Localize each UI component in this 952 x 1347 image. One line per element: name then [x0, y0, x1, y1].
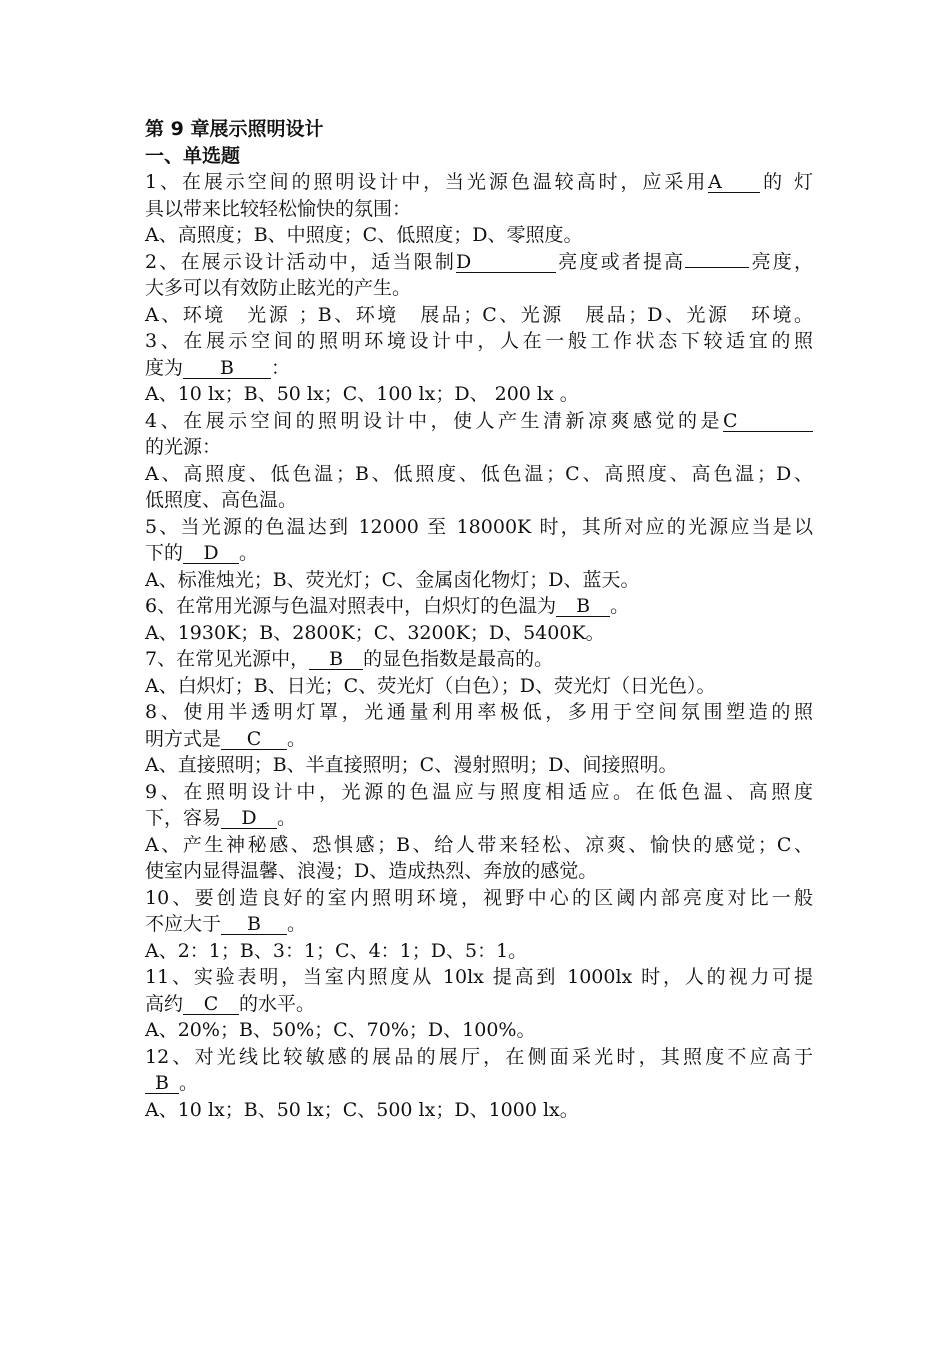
question-list — [145, 169, 813, 1123]
question-text — [145, 514, 813, 541]
question-text-segment: 4、在展示空间的照明设计中，使人产生清新凉爽感觉的是 — [145, 409, 723, 432]
question-text — [145, 408, 813, 435]
answer-blank: C — [723, 412, 813, 432]
question-text-segment: 3、在展示空间的照明环境设计中，人在一般工作状态下较适宜的照 — [145, 330, 813, 352]
question-text — [145, 646, 813, 673]
chapter-title: 第 9 章展示照明设计 — [145, 118, 324, 140]
answer-blank: B — [145, 1074, 179, 1094]
question-text-segment: 。 — [610, 595, 630, 617]
question-text — [145, 726, 813, 753]
question-text — [145, 1070, 813, 1097]
section-title: 一、单选题 — [145, 144, 241, 167]
answer-blank: C — [183, 995, 239, 1015]
question-item — [145, 885, 813, 965]
answer-options: A、产生神秘感、恐惧感；B、给人带来轻松、凉爽、愉快的感觉；C、 — [145, 833, 813, 856]
question-text-segment: 下的 — [145, 542, 184, 564]
question-item — [145, 328, 813, 408]
answer-options: 使室内显得温馨、浪漫；D、造成热烈、奔放的感觉。 — [145, 860, 598, 882]
question-text — [145, 991, 813, 1018]
question-item — [145, 249, 813, 329]
question-text-segment: 8、使用半透明灯罩，光通量利用率极低，多用于空间氛围塑造的照 — [145, 701, 813, 723]
question-item — [145, 408, 813, 514]
answer-blank: D — [456, 253, 556, 273]
question-text-segment: 度为 — [145, 356, 184, 379]
answer-options: A、白炽灯；B、日光；C、荧光灯（白色）；D、荧光灯（日光色）。 — [145, 674, 716, 697]
question-text-segment: 。 — [179, 1072, 199, 1094]
question-text — [145, 911, 813, 938]
question-text-segment: 不应大于 — [145, 913, 222, 935]
answer-options: A、直接照明；B、半直接照明；C、漫射照明；D、间接照明。 — [145, 754, 678, 776]
answer-blank: B — [221, 915, 287, 935]
question-text-segment: 12、对光线比较敏感的展品的展厅，在侧面采光时，其照度不应高于 — [145, 1045, 813, 1068]
question-text-segment: 明方式是 — [145, 727, 222, 750]
question-text-segment: 的光源： — [145, 436, 222, 458]
answer-blank: D — [183, 544, 239, 564]
question-text — [145, 275, 813, 302]
document-page — [145, 116, 813, 1123]
question-text-segment: 2、在展示设计活动中，适当限制 — [145, 250, 457, 273]
question-item — [145, 593, 813, 646]
question-text-segment: 5、当光源的色温达到 12000 至 18000K 时，其所对应的光源应当是以 — [145, 515, 813, 538]
question-text — [145, 196, 813, 223]
answer-options: A、2：1；B、3：1；C、4：1；D、5：1。 — [145, 939, 528, 962]
question-text-segment: ： — [271, 356, 291, 379]
question-item — [145, 699, 813, 779]
question-text-segment: 的水平。 — [239, 992, 316, 1015]
question-text — [145, 805, 813, 832]
question-text-segment: 具以带来比较轻松愉快的氛围： — [145, 197, 412, 220]
question-text-segment: 大多可以有效防止眩光的产生。 — [145, 277, 412, 299]
answer-blank: B — [556, 597, 610, 617]
question-text — [145, 328, 813, 355]
question-text — [145, 1044, 813, 1071]
question-text-segment: 1、在展示空间的照明设计中，当光源色温较高时，应采用 — [145, 171, 709, 193]
question-text-segment: 亮度或者提高 — [556, 250, 686, 273]
question-text-segment: 的显色指数是最高的。 — [363, 648, 554, 670]
answer-options: A、高照度；B、中照度；C、低照度；D、零照度。 — [145, 224, 583, 246]
answer-blank: B — [183, 359, 271, 379]
question-text — [145, 169, 813, 196]
question-item — [145, 646, 813, 699]
question-item — [145, 1044, 813, 1124]
question-text — [145, 593, 813, 620]
question-text — [145, 964, 813, 991]
answer-blank: B — [309, 650, 363, 670]
question-text-segment: 。 — [287, 727, 307, 750]
answer-options: A、10 lx；B、50 lx；C、100 lx；D、 200 lx 。 — [145, 383, 579, 405]
question-text-segment: 高约 — [145, 992, 184, 1015]
question-text-segment: 下，容易 — [145, 807, 222, 829]
question-text — [145, 540, 813, 567]
question-text-segment: 亮度， — [749, 250, 813, 273]
answer-options: 低照度、高色温。 — [145, 489, 298, 511]
question-item — [145, 169, 813, 249]
question-text — [145, 885, 813, 912]
answer-options: A、20%；B、50%；C、70%；D、100%。 — [145, 1019, 536, 1041]
answer-options: A、高照度、低色温；B、低照度、低色温；C、高照度、高色温；D、 — [145, 462, 813, 485]
question-text-segment: 6、在常用光源与色温对照表中，白炽灯的色温为 — [145, 595, 557, 617]
answer-blank — [685, 267, 749, 268]
question-text-segment: 。 — [239, 542, 259, 564]
question-text — [145, 699, 813, 726]
question-text-segment: 11、实验表明，当室内照度从 10lx 提高到 1000lx 时，人的视力可提 — [145, 966, 813, 988]
question-item — [145, 964, 813, 1044]
answer-blank: D — [221, 809, 277, 829]
answer-options: A、环境 光源 ；B、环境 展品；C、光源 展品；D、光源 环境。 — [145, 303, 813, 326]
question-text — [145, 249, 813, 276]
question-text — [145, 355, 813, 382]
question-text-segment: 7、在常见光源中， — [145, 648, 310, 670]
answer-blank: C — [221, 730, 287, 750]
question-text-segment: 9、在照明设计中，光源的色温应与照度相适应。在低色温、高照度 — [145, 780, 813, 803]
question-text-segment: 10、要创造良好的室内照明环境，视野中心的区阈内部亮度对比一般 — [145, 886, 813, 909]
question-text-segment: 。 — [287, 913, 307, 935]
question-item — [145, 514, 813, 594]
question-text — [145, 779, 813, 806]
question-item — [145, 779, 813, 885]
answer-options: A、10 lx；B、50 lx；C、500 lx；D、1000 lx。 — [145, 1098, 579, 1121]
question-text-segment: 的 灯 — [760, 171, 813, 193]
answer-options: A、1930K；B、2800K；C、3200K；D、5400K。 — [145, 621, 605, 644]
question-text-segment: 。 — [277, 807, 297, 829]
answer-options: A、标准烛光；B、荧光灯；C、金属卤化物灯；D、蓝天。 — [145, 568, 640, 591]
question-text — [145, 434, 813, 461]
answer-blank: A — [708, 173, 760, 193]
